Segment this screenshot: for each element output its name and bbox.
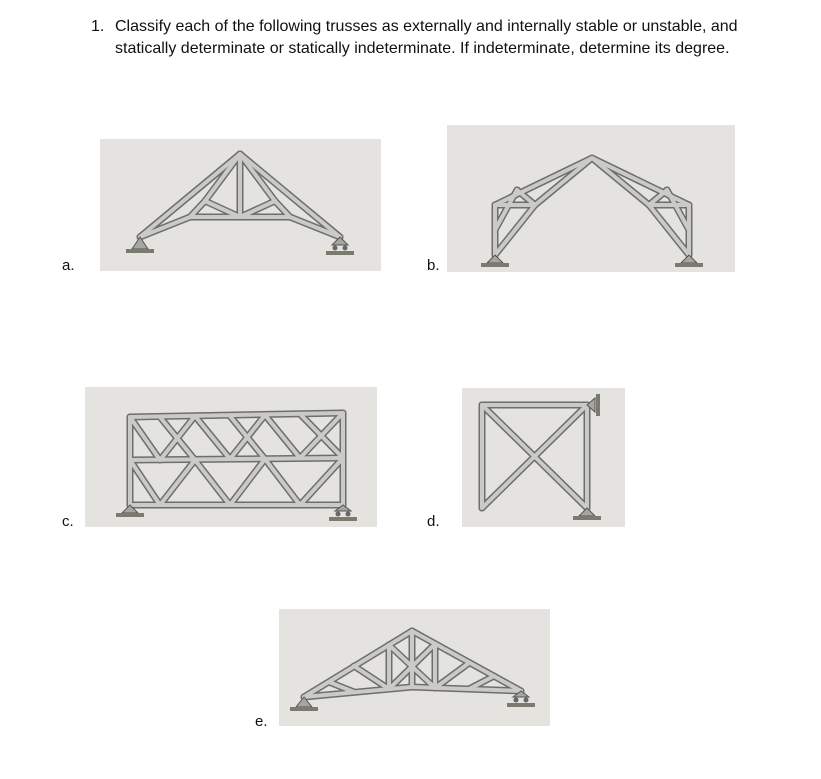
figure-c-label: c. <box>62 513 74 530</box>
truss-b-image <box>447 125 735 272</box>
truss-c-image <box>85 387 377 527</box>
truss-d-image <box>462 388 625 527</box>
truss-e-image <box>279 609 550 726</box>
figure-d-label: d. <box>427 513 440 530</box>
figure-a-label: a. <box>62 257 75 274</box>
figure-b-label: b. <box>427 257 440 274</box>
question-text: Classify each of the following trusses as externally and internally stable or unstable, and statically determinate or statically indeterminate. If indeterminate, determine its degree. <box>115 18 738 57</box>
question-number: 1. <box>91 18 105 35</box>
truss-a-image <box>100 139 381 271</box>
figure-e-label: e. <box>255 713 268 730</box>
